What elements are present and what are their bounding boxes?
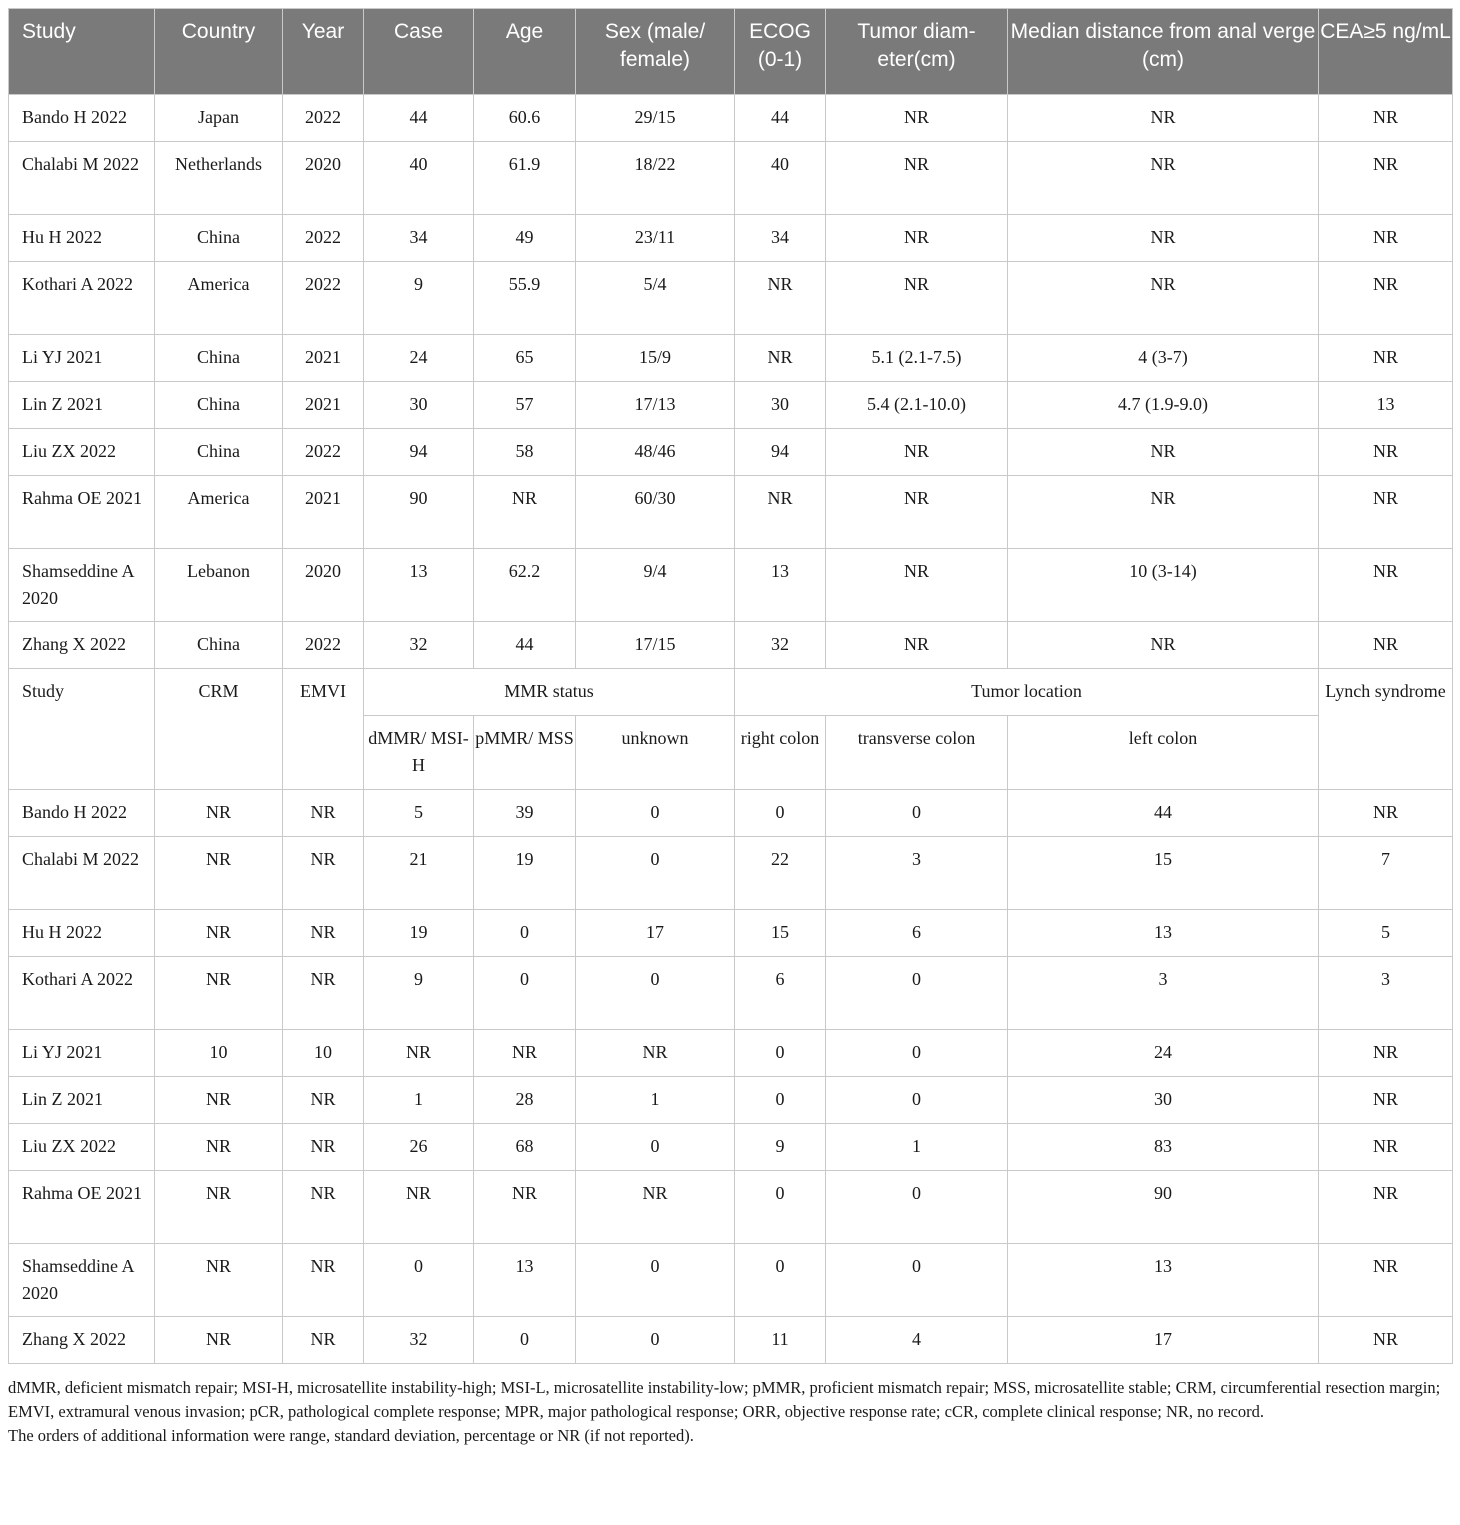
table-cell: 44 [364, 95, 474, 142]
table-cell: NR [1319, 1030, 1453, 1077]
table-cell: 2021 [283, 335, 364, 382]
table-row [9, 622, 1453, 669]
subheader-left-colon: left colon [1008, 716, 1319, 790]
table-cell: Japan [155, 95, 283, 142]
table-cell: 21 [364, 837, 474, 910]
table-cell: 11 [735, 1317, 826, 1364]
table-cell: 1 [364, 1077, 474, 1124]
table-cell: 13 [364, 549, 474, 622]
header-cell: Median distance from anal verge (cm) [1008, 9, 1319, 95]
header-cell: Sex (male/ female) [576, 9, 735, 95]
table-cell: 2020 [283, 549, 364, 622]
table-cell: America [155, 476, 283, 549]
subheader-pmmr: pMMR/ MSS [474, 716, 576, 790]
table-cell: Lebanon [155, 549, 283, 622]
table-cell: 90 [364, 476, 474, 549]
table-cell: China [155, 382, 283, 429]
table-cell: NR [283, 1244, 364, 1317]
study-name-cell: Li YJ 2021 [9, 1030, 155, 1077]
table-row [9, 1030, 1453, 1077]
table-cell: 94 [735, 429, 826, 476]
table-cell: NR [283, 1124, 364, 1171]
table-row [9, 1077, 1453, 1124]
table-cell: NR [155, 1077, 283, 1124]
table-cell: 4 [826, 1317, 1008, 1364]
study-name-cell: Li YJ 2021 [9, 335, 155, 382]
table-cell: NR [576, 1030, 735, 1077]
table-cell: NR [283, 1171, 364, 1244]
table-cell: 3 [1008, 957, 1319, 1030]
table-cell: NR [155, 790, 283, 837]
table-cell: 30 [364, 382, 474, 429]
table-cell: 57 [474, 382, 576, 429]
table-cell: 7 [1319, 837, 1453, 910]
header-cell: ECOG (0-1) [735, 9, 826, 95]
table-cell: 0 [474, 910, 576, 957]
table-cell: 0 [826, 1030, 1008, 1077]
table-cell: 2021 [283, 382, 364, 429]
table-cell: NR [1008, 476, 1319, 549]
table-cell: 24 [364, 335, 474, 382]
table-cell: NR [1008, 262, 1319, 335]
table-cell: NR [283, 957, 364, 1030]
table-row [9, 262, 1453, 335]
table-cell: 0 [735, 1077, 826, 1124]
table-cell: NR [1319, 262, 1453, 335]
table-cell: 30 [1008, 1077, 1319, 1124]
table-cell: NR [155, 957, 283, 1030]
footnote-additional-info: The orders of additional information were range, standard deviation, percentage or NR (if not reported). [8, 1426, 694, 1445]
table-cell: 15 [735, 910, 826, 957]
table-cell: 26 [364, 1124, 474, 1171]
table-cell: 68 [474, 1124, 576, 1171]
table-cell: 32 [735, 622, 826, 669]
table-cell: 49 [474, 215, 576, 262]
table-cell: NR [155, 1317, 283, 1364]
study-name-cell: Liu ZX 2022 [9, 429, 155, 476]
table-cell: 34 [735, 215, 826, 262]
table-cell: 3 [1319, 957, 1453, 1030]
study-name-cell: Bando H 2022 [9, 95, 155, 142]
study-name-cell: Kothari A 2022 [9, 957, 155, 1030]
table-cell: 13 [1008, 910, 1319, 957]
table-cell: 2022 [283, 262, 364, 335]
table-cell: 44 [735, 95, 826, 142]
table-cell: NR [1319, 549, 1453, 622]
table-row [9, 549, 1453, 622]
table-cell: 0 [826, 790, 1008, 837]
table-cell: 60/30 [576, 476, 735, 549]
study-characteristics-table [8, 8, 1453, 1364]
study-name-cell: Lin Z 2021 [9, 1077, 155, 1124]
table-cell: 13 [735, 549, 826, 622]
table-cell: 44 [1008, 790, 1319, 837]
table-cell: 34 [364, 215, 474, 262]
table-cell: 29/15 [576, 95, 735, 142]
table-cell: China [155, 215, 283, 262]
table-row [9, 837, 1453, 910]
table-cell: 0 [576, 837, 735, 910]
table-cell: 13 [474, 1244, 576, 1317]
table-cell: NR [735, 335, 826, 382]
table-cell: 0 [576, 1124, 735, 1171]
table-cell: 0 [474, 957, 576, 1030]
table-body-part-1 [9, 95, 1453, 669]
table-cell: 0 [576, 1317, 735, 1364]
study-name-cell: Liu ZX 2022 [9, 1124, 155, 1171]
table-cell: NR [826, 476, 1008, 549]
table-cell: NR [826, 262, 1008, 335]
subheader-lynch-syndrome: Lynch syndrome [1319, 669, 1453, 790]
table-cell: 0 [735, 1030, 826, 1077]
study-name-cell: Shamseddine A 2020 [9, 549, 155, 622]
table-cell: 17 [1008, 1317, 1319, 1364]
table-cell: 55.9 [474, 262, 576, 335]
table-row [9, 1317, 1453, 1364]
header-cell: Age [474, 9, 576, 95]
header-cell: Case [364, 9, 474, 95]
subheader-tumor-location: Tumor location [735, 669, 1319, 716]
table-row [9, 1171, 1453, 1244]
study-name-cell: Rahma OE 2021 [9, 1171, 155, 1244]
table-cell: NR [826, 429, 1008, 476]
table-cell: 4 (3-7) [1008, 335, 1319, 382]
table-row [9, 910, 1453, 957]
study-name-cell: Lin Z 2021 [9, 382, 155, 429]
table-cell: 4.7 (1.9-9.0) [1008, 382, 1319, 429]
table-cell: 40 [735, 142, 826, 215]
table-cell: 5.4 (2.1-10.0) [826, 382, 1008, 429]
header-cell: CEA≥5 ng/mL [1319, 9, 1453, 95]
table-cell: 60.6 [474, 95, 576, 142]
table-cell: 22 [735, 837, 826, 910]
table-cell: 58 [474, 429, 576, 476]
table-cell: NR [1319, 95, 1453, 142]
table-cell: NR [826, 549, 1008, 622]
table-cell: 23/11 [576, 215, 735, 262]
table-cell: NR [283, 1317, 364, 1364]
table-cell: NR [364, 1030, 474, 1077]
table-cell: 2022 [283, 215, 364, 262]
table-cell: NR [1319, 1171, 1453, 1244]
table-cell: NR [1319, 215, 1453, 262]
table-cell: NR [474, 1030, 576, 1077]
table-cell: 0 [576, 957, 735, 1030]
study-name-cell: Kothari A 2022 [9, 262, 155, 335]
table-cell: NR [826, 215, 1008, 262]
table-row [9, 476, 1453, 549]
table-cell: 17/15 [576, 622, 735, 669]
table-cell: NR [735, 476, 826, 549]
table-body-part-2 [9, 669, 1453, 1364]
table-cell: 61.9 [474, 142, 576, 215]
subheader-dmmr: dMMR/ MSI-H [364, 716, 474, 790]
table-cell: NR [1319, 622, 1453, 669]
table-cell: NR [283, 1077, 364, 1124]
table-cell: China [155, 429, 283, 476]
table-cell: NR [283, 837, 364, 910]
table-cell: 5.1 (2.1-7.5) [826, 335, 1008, 382]
subheader-crm: CRM [155, 669, 283, 790]
table-cell: 3 [826, 837, 1008, 910]
table-cell: 6 [826, 910, 1008, 957]
table-cell: 9 [735, 1124, 826, 1171]
table-cell: 5 [1319, 910, 1453, 957]
table-row [9, 1244, 1453, 1317]
table-cell: 90 [1008, 1171, 1319, 1244]
table-cell: China [155, 622, 283, 669]
table-cell: 10 [283, 1030, 364, 1077]
table-cell: 2022 [283, 95, 364, 142]
table-cell: NR [1319, 1077, 1453, 1124]
table-cell: 10 (3-14) [1008, 549, 1319, 622]
table-cell: 24 [1008, 1030, 1319, 1077]
table-cell: 94 [364, 429, 474, 476]
table-cell: 0 [826, 1077, 1008, 1124]
table-cell: 1 [576, 1077, 735, 1124]
table-footnotes [8, 1376, 1452, 1448]
study-name-cell: Bando H 2022 [9, 790, 155, 837]
table-cell: 32 [364, 622, 474, 669]
table-cell: 30 [735, 382, 826, 429]
table-cell: NR [1319, 429, 1453, 476]
table-cell: NR [283, 910, 364, 957]
table-cell: 44 [474, 622, 576, 669]
table-cell: 13 [1319, 382, 1453, 429]
table-row [9, 1124, 1453, 1171]
table-cell: NR [155, 837, 283, 910]
table-cell: NR [1008, 429, 1319, 476]
table-cell: NR [155, 1244, 283, 1317]
study-name-cell: Hu H 2022 [9, 215, 155, 262]
table-cell: 40 [364, 142, 474, 215]
table-cell: 18/22 [576, 142, 735, 215]
subheader-right-colon: right colon [735, 716, 826, 790]
subheader-transverse-colon: transverse colon [826, 716, 1008, 790]
table-row [9, 382, 1453, 429]
table-cell: 0 [735, 1171, 826, 1244]
table-cell: NR [735, 262, 826, 335]
table-cell: 0 [576, 790, 735, 837]
subheader-unknown: unknown [576, 716, 735, 790]
header-cell: Study [9, 9, 155, 95]
table-cell: NR [1319, 790, 1453, 837]
table-cell: 10 [155, 1030, 283, 1077]
subheader-mmr-status: MMR status [364, 669, 735, 716]
table-cell: 19 [474, 837, 576, 910]
table-cell: Netherlands [155, 142, 283, 215]
table-row [9, 957, 1453, 1030]
table-cell: 39 [474, 790, 576, 837]
table-cell: 2021 [283, 476, 364, 549]
table-cell: 0 [826, 1244, 1008, 1317]
table-cell: 28 [474, 1077, 576, 1124]
table-cell: NR [364, 1171, 474, 1244]
table-cell: 15/9 [576, 335, 735, 382]
table-cell: 9/4 [576, 549, 735, 622]
subheader-emvi: EMVI [283, 669, 364, 790]
table-cell: 13 [1008, 1244, 1319, 1317]
table-cell: 65 [474, 335, 576, 382]
table-cell: NR [155, 1171, 283, 1244]
table-cell: NR [826, 142, 1008, 215]
table-cell: America [155, 262, 283, 335]
study-name-cell: Chalabi M 2022 [9, 142, 155, 215]
table-row [9, 95, 1453, 142]
table-cell: NR [155, 910, 283, 957]
table-header-row [9, 9, 1453, 95]
table-cell: 32 [364, 1317, 474, 1364]
table-cell: 2022 [283, 429, 364, 476]
table-row [9, 429, 1453, 476]
header-cell: Tumor diam- eter(cm) [826, 9, 1008, 95]
table-cell: 83 [1008, 1124, 1319, 1171]
study-name-cell: Hu H 2022 [9, 910, 155, 957]
table-cell: 19 [364, 910, 474, 957]
table-cell: NR [1319, 142, 1453, 215]
table-cell: 0 [826, 1171, 1008, 1244]
table-cell: 0 [364, 1244, 474, 1317]
table-cell: NR [1319, 1124, 1453, 1171]
table-cell: 0 [735, 1244, 826, 1317]
table-row [9, 215, 1453, 262]
header-cell: Year [283, 9, 364, 95]
header-cell: Country [155, 9, 283, 95]
study-characteristics-table-container [8, 8, 1452, 1448]
table-cell: NR [1008, 95, 1319, 142]
table-cell: NR [1008, 215, 1319, 262]
subheader-study: Study [9, 669, 155, 790]
table-cell: NR [1319, 1317, 1453, 1364]
table-cell: NR [283, 790, 364, 837]
table-cell: NR [474, 1171, 576, 1244]
table-cell: NR [155, 1124, 283, 1171]
table-row [9, 335, 1453, 382]
table-cell: NR [1008, 142, 1319, 215]
study-name-cell: Shamseddine A 2020 [9, 1244, 155, 1317]
table-cell: 17/13 [576, 382, 735, 429]
study-name-cell: Chalabi M 2022 [9, 837, 155, 910]
table-cell: NR [1319, 1244, 1453, 1317]
subheader-row-top [9, 669, 1453, 716]
table-cell: 9 [364, 262, 474, 335]
table-cell: 2022 [283, 622, 364, 669]
table-cell: NR [1319, 476, 1453, 549]
table-cell: 9 [364, 957, 474, 1030]
table-cell: NR [1008, 622, 1319, 669]
table-cell: China [155, 335, 283, 382]
table-cell: 0 [474, 1317, 576, 1364]
table-cell: 17 [576, 910, 735, 957]
table-cell: NR [826, 622, 1008, 669]
footnote-abbreviations: dMMR, deficient mismatch repair; MSI-H, microsatellite instability-high; MSI-L, microsatellite instability-low; pMMR, proficient mismatch repair; MSS, microsatellite stable; CRM, circumferential resection margin; EMVI, extramural venous invasion; pCR, pathological complete response; MPR, major pathological response; ORR, objective response rate; cCR, complete clinical response; NR, no record. [8, 1378, 1441, 1421]
table-cell: 0 [576, 1244, 735, 1317]
study-name-cell: Rahma OE 2021 [9, 476, 155, 549]
table-row [9, 790, 1453, 837]
table-cell: 1 [826, 1124, 1008, 1171]
study-name-cell: Zhang X 2022 [9, 622, 155, 669]
study-name-cell: Zhang X 2022 [9, 1317, 155, 1364]
table-cell: NR [826, 95, 1008, 142]
table-cell: 5/4 [576, 262, 735, 335]
table-cell: 5 [364, 790, 474, 837]
table-cell: 0 [735, 790, 826, 837]
table-cell: 6 [735, 957, 826, 1030]
table-cell: NR [576, 1171, 735, 1244]
table-cell: 15 [1008, 837, 1319, 910]
table-cell: NR [1319, 335, 1453, 382]
table-row [9, 142, 1453, 215]
table-cell: 0 [826, 957, 1008, 1030]
table-cell: 48/46 [576, 429, 735, 476]
table-cell: 62.2 [474, 549, 576, 622]
table-cell: 2020 [283, 142, 364, 215]
table-cell: NR [474, 476, 576, 549]
